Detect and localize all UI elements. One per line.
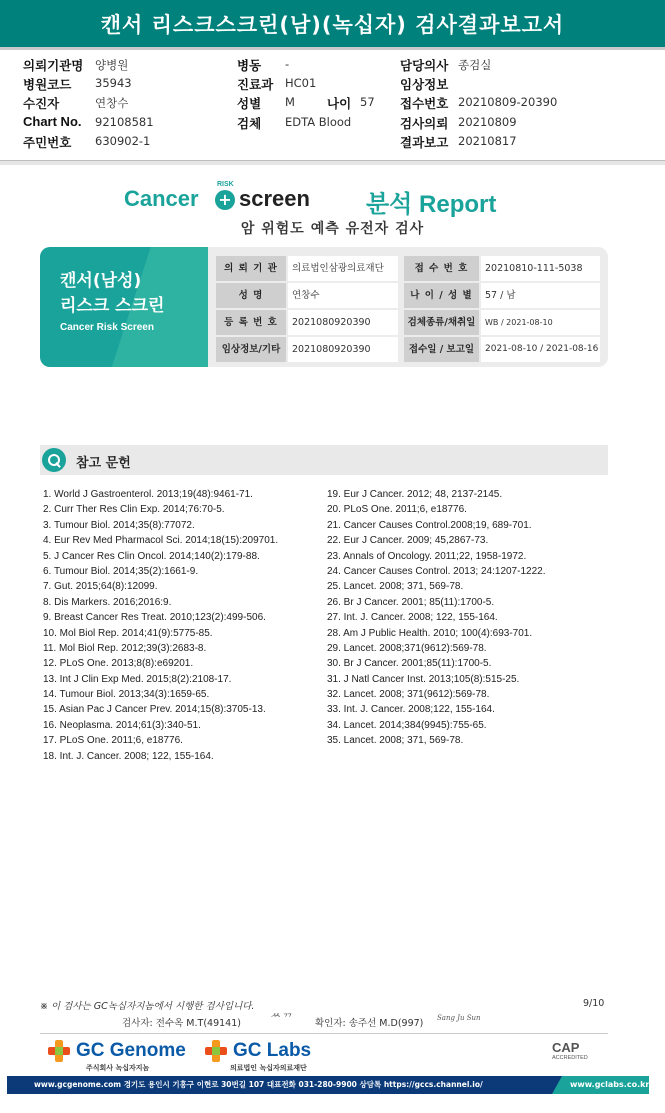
reference-item: 26. Br J Cancer. 2001; 85(11):1700-5. [327,596,495,608]
page-number: 9/10 [583,998,605,1009]
reference-item: 11. Mol Biol Rep. 2012;39(3):2683-8. [43,642,207,654]
reference-item: 27. Int. J. Cancer. 2008; 122, 155-164. [327,612,498,624]
value-result-report: 20210817 [458,134,517,148]
label-department: 진료과 [237,77,274,92]
info-value: 57 / 남 [481,283,600,308]
logo-cancer-text: Cancer [124,186,199,211]
label-hospital-code: 병원코드 [23,77,72,92]
value-age: 57 [360,95,375,109]
reference-item: 30. Br J Cancer. 2001;85(11):1700-5. [327,658,492,670]
info-label: 접수일 / 보고일 [404,337,479,362]
report-title: 캔서 리스크스크린(남)(녹십자) 검사결과보고서 [100,13,565,37]
logo-screen-text: screen [239,186,310,211]
info-label: 검체종류/채취일 [404,310,479,335]
reference-item: 23. Annals of Oncology. 2011;22, 1958-1972. [327,550,527,562]
reference-item: 7. Gut. 2015;64(8):12099. [43,581,158,593]
gc-labs-name: GC Labs [233,1040,312,1061]
info-label: 접 수 번 호 [404,256,479,281]
logo-report-text: 분석 Report [366,191,497,218]
references-title: 참고 문헌 [76,456,131,471]
label-test-request: 검사의뢰 [400,116,449,131]
reference-item: 13. Int J Clin Exp Med. 2015;8(2):2108-17. [43,673,232,685]
value-sex: M [285,95,295,109]
references-list-right [327,487,545,749]
reference-item: 33. Int. J. Cancer. 2008;122, 155-164. [327,704,495,716]
footer-url: www.gclabs.co.kr [570,1080,650,1089]
info-label: 등 록 번 호 [216,310,286,335]
logo-plus-icon: + [215,190,235,210]
reference-item: 12. PLoS One. 2013;8(8):e69201. [43,658,194,670]
reference-item: 6. Tumour Biol. 2014;35(2):1661-9. [43,565,199,577]
search-icon [42,448,66,472]
reference-item: 10. Mol Biol Rep. 2014;41(9):5775-85. [43,627,213,639]
reference-item: 15. Asian Pac J Cancer Prev. 2014;15(8):3705-13. [43,704,266,716]
reference-item: 35. Lancet. 2008; 371, 569-78. [327,735,464,747]
info-row [216,283,600,308]
reference-item: 16. Neoplasma. 2014;61(3):340-51. [43,719,201,731]
gc-genome-name: GC Genome [76,1040,186,1061]
reference-item: 18. Int. J. Cancer. 2008; 122, 155-164. [43,750,214,762]
info-row [216,310,600,335]
info-label: 성 명 [216,283,286,308]
confirmer-signature: Sang Ju Sun [437,1014,481,1022]
confirmer-name: 확인자: 송주선 M.D(997) [315,1018,424,1029]
reference-item: 5. J Cancer Res Clin Oncol. 2014;140(2):179-88. [43,550,260,562]
label-receipt-number: 접수번호 [400,96,449,111]
label-result-report: 결과보고 [400,135,449,150]
value-department: HC01 [285,76,317,90]
value-patient-name: 연창수 [95,96,129,110]
reference-item: 3. Tumour Biol. 2014;35(8):77072. [43,519,195,531]
info-value: 2021-08-10 / 2021-08-16 [481,337,600,362]
label-age: 나이 [327,96,352,111]
card-title-line1: 캔서(남성) [60,271,142,291]
value-hospital-code: 35943 [95,76,132,90]
value-resident-number: 630902-1 [95,134,151,148]
reference-item: 19. Eur J Cancer. 2012; 48, 2137-2145. [327,489,503,500]
value-attending-doctor: 종검실 [458,58,492,72]
reference-item: 2. Curr Ther Res Clin Exp. 2014;76:70-5. [43,504,225,516]
cap-accredited-text: ACCREDITED [552,1055,588,1061]
gc-genome-logo-icon [48,1040,70,1062]
reference-item: 4. Eur Rev Med Pharmacol Sci. 2014;18(15):209701. [43,535,279,547]
reference-item: 34. Lancet. 2014;384(9945):755-65. [327,719,487,731]
reference-item: 14. Tumour Biol. 2013;34(3):1659-65. [43,689,210,701]
info-row [216,337,600,362]
references-list-left [43,487,278,764]
info-value: 2021080920390 [288,337,398,362]
value-requesting-institution: 양병원 [95,58,129,72]
value-test-request: 20210809 [458,115,517,129]
label-requesting-institution: 의뢰기관명 [23,58,84,73]
gc-labs-subtitle: 의료법인 녹십자의료재단 [230,1064,307,1072]
tester-signature: ᄊᄁ [268,1012,292,1026]
card-title-line2: 리스크 스크린 [60,296,165,316]
reference-item: 25. Lancet. 2008; 371, 569-78. [327,581,464,593]
footer-divider [40,1033,608,1034]
reference-item: 28. Am J Public Health. 2010; 100(4):693-701. [327,627,533,639]
label-chart-no: Chart No. [23,114,82,129]
reference-item: 17. PLoS One. 2011;6, e18776. [43,735,183,747]
logo-risk-text: RISK [217,181,234,188]
card-title-english: Cancer Risk Screen [60,322,154,333]
reference-item: 20. PLoS One. 2011;6, e18776. [327,504,467,516]
tester-name: 검사자: 전수옥 M.T(49141) [122,1018,241,1029]
reference-item: 32. Lancet. 2008; 371(9612):569-78. [327,689,490,701]
info-row [216,256,600,281]
header-divider [0,160,665,165]
label-specimen: 검체 [237,116,262,131]
footer-address: www.gcgenome.com 경기도 용인시 기흥구 이현로 30번길 107 대표전화 031-280-9900 상담톡 https://gccs.channel.io/ [34,1080,483,1089]
label-attending-doctor: 담당의사 [400,58,449,73]
reference-item: 1. World J Gastroenterol. 2013;19(48):9461-71. [43,489,253,500]
label-ward: 병동 [237,58,262,73]
value-receipt-number: 20210809-20390 [458,95,558,109]
reference-item: 21. Cancer Causes Control.2008;19, 689-701. [327,519,532,531]
label-clinical-info: 임상정보 [400,77,449,92]
reference-item: 24. Cancer Causes Control. 2013; 24:1207-1222. [327,565,546,577]
reference-item: 29. Lancet. 2008;371(9612):569-78. [327,642,487,654]
info-value: 20210810-111-5038 [481,256,600,281]
gc-genome-subtitle: 주식회사 녹십자지놈 [86,1064,150,1072]
label-sex: 성별 [237,96,262,111]
info-value: 연창수 [288,283,398,308]
info-label: 임상정보/기타 [216,337,286,362]
info-value: 2021080920390 [288,310,398,335]
reference-item: 31. J Natl Cancer Inst. 2013;105(8):515-25. [327,673,520,685]
reference-item: 8. Dis Markers. 2016;2016:9. [43,596,172,608]
info-value: WB / 2021-08-10 [481,310,600,335]
footnote: ※ 이 검사는 GC녹십자지놈에서 시행한 검사입니다. [40,1001,255,1012]
info-label: 의 뢰 기 관 [216,256,286,281]
gc-labs-logo-icon [205,1040,227,1062]
info-value: 의료법인삼광의료재단 [288,256,398,281]
reference-item: 9. Breast Cancer Res Treat. 2010;123(2):499-506. [43,612,266,624]
report-subtitle: 암 위험도 예측 유전자 검사 [240,221,425,237]
reference-item: 22. Eur J Cancer. 2009; 45,2867-73. [327,535,489,547]
value-specimen: EDTA Blood [285,115,352,129]
info-label: 나 이 / 성 별 [404,283,479,308]
label-resident-number: 주민번호 [23,135,72,150]
value-ward: - [285,57,290,71]
label-patient-name: 수진자 [23,96,60,111]
patient-info-grid [0,54,665,158]
cap-logo-text: CAP [552,1040,580,1055]
value-chart-no: 92108581 [95,115,154,129]
